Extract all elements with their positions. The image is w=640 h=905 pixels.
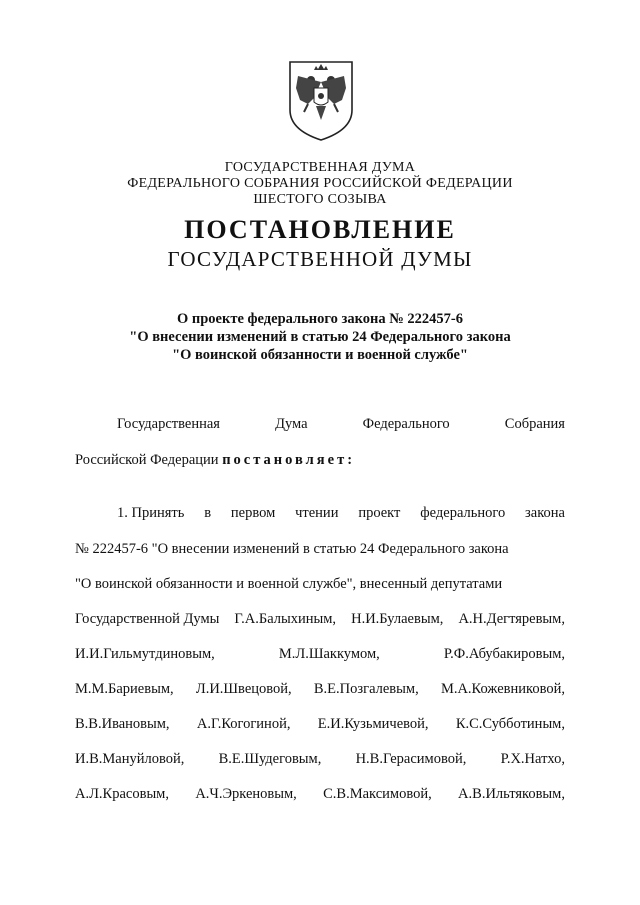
deputy-name: М.М.Бариевым, xyxy=(75,681,174,697)
word: федерального xyxy=(420,505,506,521)
deputy-name: Е.И.Кузьмичевой, xyxy=(317,716,429,732)
preamble-word: Дума xyxy=(275,416,308,432)
header-line-3: ШЕСТОГО СОЗЫВА xyxy=(253,192,387,207)
word: первом xyxy=(230,505,276,521)
deputy-name: В.Е.Позгалевым, xyxy=(313,681,419,697)
deputy-name: А.Г.Когогиной, xyxy=(196,716,291,732)
clause1-line-2: № 222457-6 "О внесении изменений в статью 24 Федерального закона xyxy=(75,541,509,557)
deputy-name: Р.Х.Натхо, xyxy=(500,751,565,767)
preamble-start: Российской Федерации xyxy=(75,452,219,468)
preamble-verb: постановляет: xyxy=(222,452,356,468)
subject-line-3: "О воинской обязанности и военной службе" xyxy=(172,347,468,363)
preamble-line-1 xyxy=(117,416,565,433)
word: чтении xyxy=(295,505,339,521)
clause1-line-8 xyxy=(75,751,565,768)
deputy-name: А.Л.Красовым, xyxy=(75,786,169,802)
deputy-name: А.Ч.Эркеновым, xyxy=(195,786,297,802)
deputy-name: М.А.Кожевниковой, xyxy=(440,681,565,697)
document-title: ПОСТАНОВЛЕНИЕ xyxy=(184,215,456,244)
clause1-line-9 xyxy=(75,786,565,803)
word: проект xyxy=(358,505,401,521)
clause1-line-1 xyxy=(117,505,565,522)
deputy-name: А.Н.Дегтяревым, xyxy=(458,611,565,627)
header-line-1: ГОСУДАРСТВЕННАЯ ДУМА xyxy=(224,160,416,175)
word: Государственной Думы xyxy=(75,611,220,627)
preamble-word: Государственная xyxy=(117,416,220,432)
deputy-name: Н.В.Герасимовой, xyxy=(355,751,467,767)
deputy-name: М.Л.Шаккумом, xyxy=(278,646,380,662)
coat-of-arms-emblem xyxy=(286,58,356,142)
clause1-line-6 xyxy=(75,681,565,698)
word: в xyxy=(204,505,212,521)
deputy-name: Р.Ф.Абубакировым, xyxy=(443,646,565,662)
clause1-line-3: "О воинской обязанности и военной службе", внесенный депутатами xyxy=(75,576,503,592)
deputy-name: С.В.Максимовой, xyxy=(323,786,432,802)
preamble-line-2 xyxy=(75,452,565,469)
preamble-word: Собрания xyxy=(504,416,565,432)
deputy-name: Л.И.Швецовой, xyxy=(195,681,292,697)
document-subtitle: ГОСУДАРСТВЕННОЙ ДУМЫ xyxy=(167,247,473,271)
deputy-name: Н.И.Булаевым, xyxy=(351,611,444,627)
deputy-name: Г.А.Балыхиным, xyxy=(234,611,337,627)
deputy-name: В.В.Ивановым, xyxy=(75,716,170,732)
deputy-name: К.С.Субботиным, xyxy=(455,716,565,732)
subject-line-2: "О внесении изменений в статью 24 Федерального закона xyxy=(129,329,511,345)
clause1-line-7 xyxy=(75,716,565,733)
header-line-2: ФЕДЕРАЛЬНОГО СОБРАНИЯ РОССИЙСКОЙ ФЕДЕРАЦИИ xyxy=(127,176,513,191)
clause1-line-4 xyxy=(75,611,565,628)
preamble-word: Федерального xyxy=(362,416,450,432)
clause1-line-5 xyxy=(75,646,565,663)
deputy-name: И.В.Мануйловой, xyxy=(75,751,185,767)
word: закона xyxy=(525,505,565,521)
deputy-name: В.Е.Шудеговым, xyxy=(218,751,322,767)
subject-line-1: О проекте федерального закона № 222457-6 xyxy=(176,311,464,327)
deputy-name: А.В.Ильтяковым, xyxy=(458,786,565,802)
word: 1. Принять xyxy=(117,505,185,521)
deputy-name: И.И.Гильмутдиновым, xyxy=(75,646,215,662)
